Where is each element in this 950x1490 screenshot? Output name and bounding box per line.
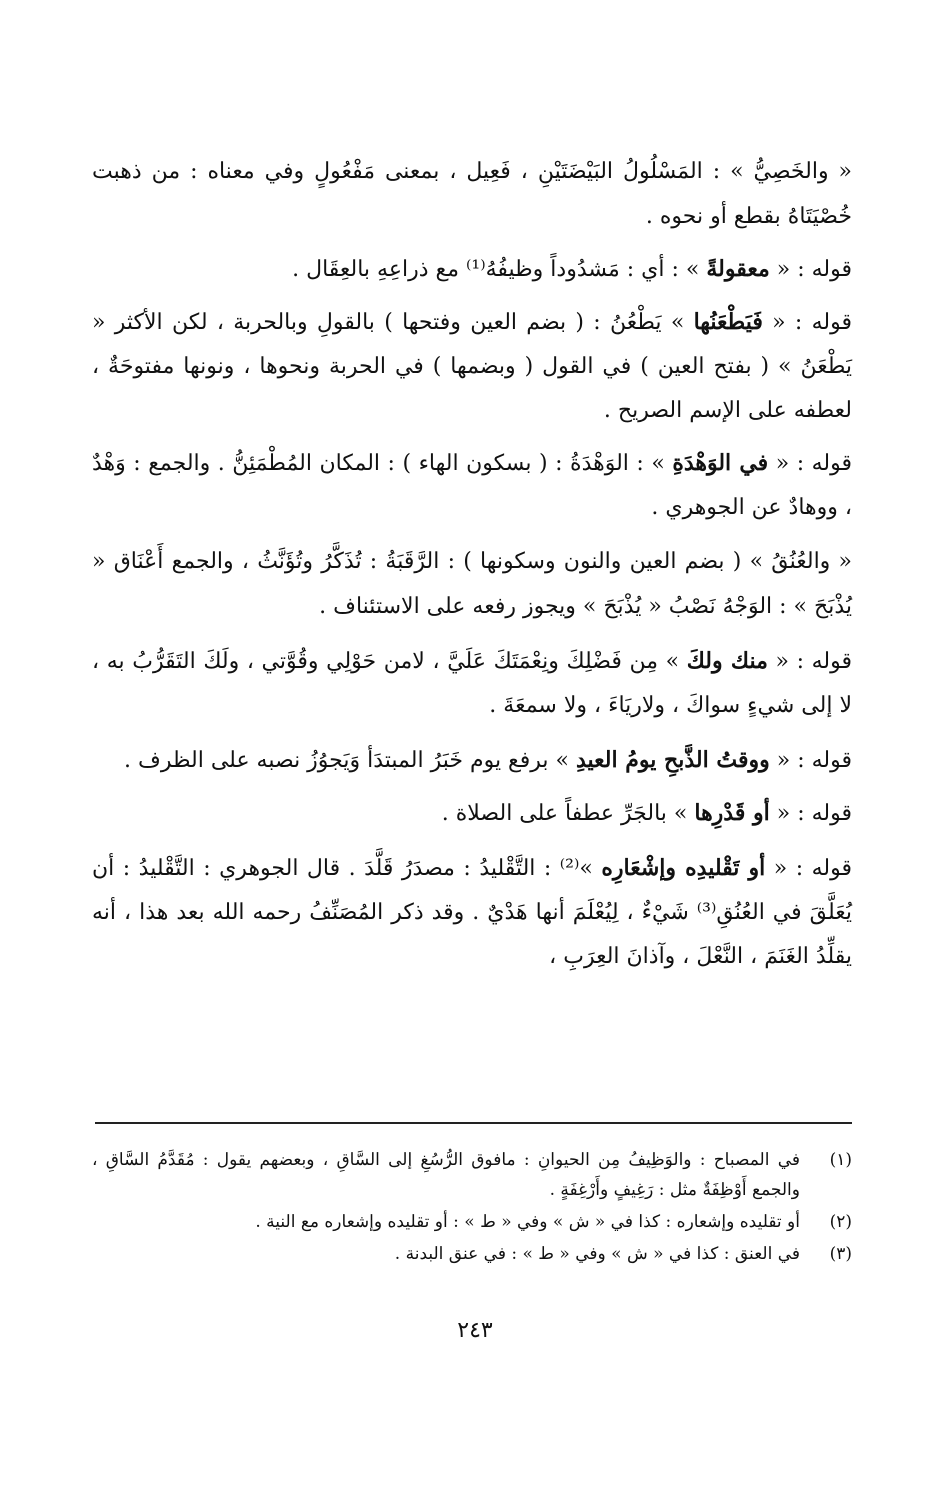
headword: أو تَقْليدِه وإشْعَارِه — [601, 855, 766, 881]
text-run: « والعُنُقُ » ( بضم العين والنون وسكونها ) : الرَّقَبَةُ : تُذَكَّرُ وتُؤَنَّثُ ، والجمع أَعْنَاق « يُذْبَحَ » : الوَجْهُ نَصْبُ « يُذْبَحَ » ويجوز رفعه على الاستئناف . — [92, 549, 852, 619]
footnote-number: (١) — [829, 1150, 852, 1170]
text-run: » بالجَرِّ عطفاً على الصلاة . — [441, 801, 695, 826]
footnote-text: أو تقليده وإشعاره : كذا في « ش » وفي « ط » : أو تقليده وإشعاره مع النية . — [255, 1212, 800, 1232]
text-run: » : أي : مَشدُوداً وظيفُهُ⁽¹⁾ مع ذراعِهِ بالعِقَال . — [292, 257, 707, 282]
text-run: قوله : « — [769, 257, 852, 282]
paragraph — [92, 738, 852, 783]
paragraph — [92, 150, 852, 239]
page-number: ٢٤٣ — [457, 1318, 493, 1343]
paragraph — [92, 247, 852, 292]
footnote — [92, 1145, 852, 1205]
headword: أو قَدْرِها — [694, 800, 770, 826]
main-text — [92, 150, 852, 987]
headword: منك ولكَ — [686, 648, 768, 674]
footnote-number: (٢) — [829, 1212, 852, 1232]
text-run: قوله : « — [769, 801, 852, 826]
text-run: « والخَصِيُّ » : المَسْلُولُ البَيْضَتَيْنِ ، فَعِيل ، بمعنى مَفْعُولٍ وفي معناه : من ذهبت خُصْيَتَاهُ بقطع أو نحوه . — [92, 159, 852, 229]
footnote-number: (٣) — [829, 1244, 852, 1264]
footnote-text: في المصباح : والوَظِيفُ مِن الحيوانِ : مافوق الرُّسُغِ إلى السَّاقِ ، وبعضهم يقول : مُقَدَّمُ السَّاقِ ، والجمع أَوْظِفَةٌ مثل : رَغِيفٍ وأَرْغِفَةٍ . — [92, 1150, 800, 1200]
text-run: »⁽²⁾ : التَّقْليدُ : مصدَرُ قَلَّدَ . قال الجوهري : التَّقْليدُ : أن يُعَلَّقَ في العُنُقِ⁽³⁾ شَيْءٌ ، لِيُعْلَمَ أنها هَدْيٌ . وقد ذكر المُصَنِّفُ رحمه الله بعد هذا ، أنه يقلِّدُ الغَنَمَ ، النَّعْلَ ، وآذانَ العِرَبِ ، — [92, 856, 852, 969]
paragraph — [92, 846, 852, 979]
text-run: » : الوَهْدَةُ : ( بسكون الهاء ) : المكان المُطْمَئِنُّ . والجمع : وَهْدٌ ، ووهادٌ عن الجوهري . — [92, 451, 852, 520]
text-run: قوله : « — [768, 451, 852, 476]
footnote-divider — [95, 1122, 852, 1124]
paragraph — [92, 300, 852, 433]
footnote-text: في العنق : كذا في « ش » وفي « ط » : في عنق البدنة . — [394, 1244, 800, 1264]
headword: فَيَطْعَنُها — [693, 309, 763, 335]
footnote — [92, 1207, 852, 1237]
text-run: قوله : « — [767, 649, 853, 674]
text-run: » مِن فَضْلِكَ ونِعْمَتَكَ عَلَيَّ ، لامن حَوْلِي وقُوَّتي ، ولَكَ التَقَرُّبُ به ، لا إلى شيءٍ سواكَ ، ولاريَاءَ ، ولا سمعَةَ . — [92, 649, 852, 718]
paragraph — [92, 639, 852, 728]
paragraph — [92, 441, 852, 530]
headword: في الوَهْدَةِ — [672, 450, 769, 476]
headword: معقولةً — [706, 256, 770, 282]
footnotes — [92, 1145, 852, 1271]
text-run: قوله : « — [762, 310, 852, 335]
text-run: قوله : « — [769, 748, 852, 773]
headword: ووقتُ الذَّبحِ يومُ العيدِ — [576, 747, 770, 773]
text-run: قوله : « — [765, 856, 853, 881]
paragraph — [92, 540, 852, 629]
footnote — [92, 1239, 852, 1269]
text-run: » برفع يوم خَبَرُ المبتدَأ وَيَجوُزُ نصبه على الظرف . — [124, 748, 576, 773]
text-run: » يَطْعُنُ : ( بضم العين وفتحها ) بالقولِ وبالحربة ، لكن الأكثر « يَطْعَنُ » ( بفتح العين ) في القول ( وبضمها ) في الحربة ونحوها ، ونونها مفتوحَةٌ ، لعطفه على الإسم الصريح . — [92, 310, 852, 423]
paragraph — [92, 791, 852, 836]
